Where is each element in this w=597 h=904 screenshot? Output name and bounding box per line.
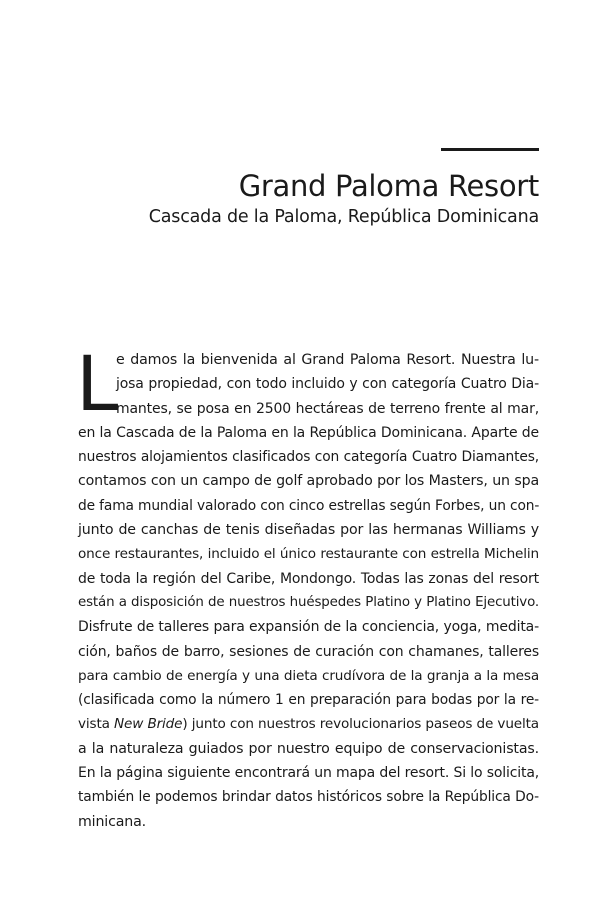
paragraph-line: contamos con un campo de golf aprobado por los Masters, un spa bbox=[78, 473, 539, 490]
title-rule bbox=[441, 148, 539, 151]
paragraph-line: Disfrute de talleres para expansión de la conciencia, yoga, medita- bbox=[78, 619, 539, 636]
page-title: Grand Paloma Resort bbox=[238, 169, 539, 203]
page-subtitle: Cascada de la Paloma, República Dominicana bbox=[148, 207, 539, 227]
line-text: vista bbox=[78, 716, 115, 733]
paragraph-line: once restaurantes, incluido el único restaurante con estrella Michelin bbox=[78, 546, 539, 563]
paragraph-line: de toda la región del Caribe, Mondongo. Todas las zonas del resort bbox=[78, 570, 539, 587]
italic-title: New Bride bbox=[114, 716, 183, 733]
paragraph-line: nuestros alojamientos clasificados con categoría Cuatro Diamantes, bbox=[78, 449, 539, 466]
paragraph-line: minicana. bbox=[78, 813, 147, 830]
drop-cap: L bbox=[76, 339, 119, 428]
paragraph-line bbox=[78, 712, 539, 736]
paragraph-line: también le podemos brindar datos históricos sobre la República Do- bbox=[78, 789, 539, 806]
paragraph-line: ción, baños de barro, sesiones de curación con chamanes, talleres bbox=[78, 643, 539, 660]
paragraph-line: junto de canchas de tenis diseñadas por las hermanas Williams y bbox=[78, 522, 539, 539]
paragraph-line: para cambio de energía y una dieta crudívora de la granja a la mesa bbox=[78, 667, 539, 684]
paragraph-line: en la Cascada de la Paloma en la República Dominicana. Aparte de bbox=[78, 424, 539, 441]
line-text: ) junto con nuestros revolucionarios paseos de vuelta bbox=[182, 716, 539, 733]
paragraph-line: a la naturaleza guiados por nuestro equipo de conservacionistas. bbox=[78, 740, 539, 757]
paragraph-line: josa propiedad, con todo incluido y con categoría Cuatro Dia- bbox=[116, 376, 539, 393]
body-paragraph bbox=[76, 339, 540, 834]
paragraph-line: En la página siguiente encontrará un mapa del resort. Si lo solicita, bbox=[78, 765, 540, 782]
paragraph-line: mantes, se posa en 2500 hectáreas de terreno frente al mar, bbox=[116, 400, 539, 417]
paragraph-line: e damos la bienvenida al Grand Paloma Resort. Nuestra lu- bbox=[116, 352, 539, 368]
paragraph-line: están a disposición de nuestros huéspedes Platino y Platino Ejecutivo. bbox=[78, 594, 539, 610]
paragraph-line: (clasificada como la número 1 en preparación para bodas por la re- bbox=[78, 692, 539, 709]
paragraph-line: de fama mundial valorado con cinco estrellas según Forbes, un con- bbox=[78, 497, 540, 514]
